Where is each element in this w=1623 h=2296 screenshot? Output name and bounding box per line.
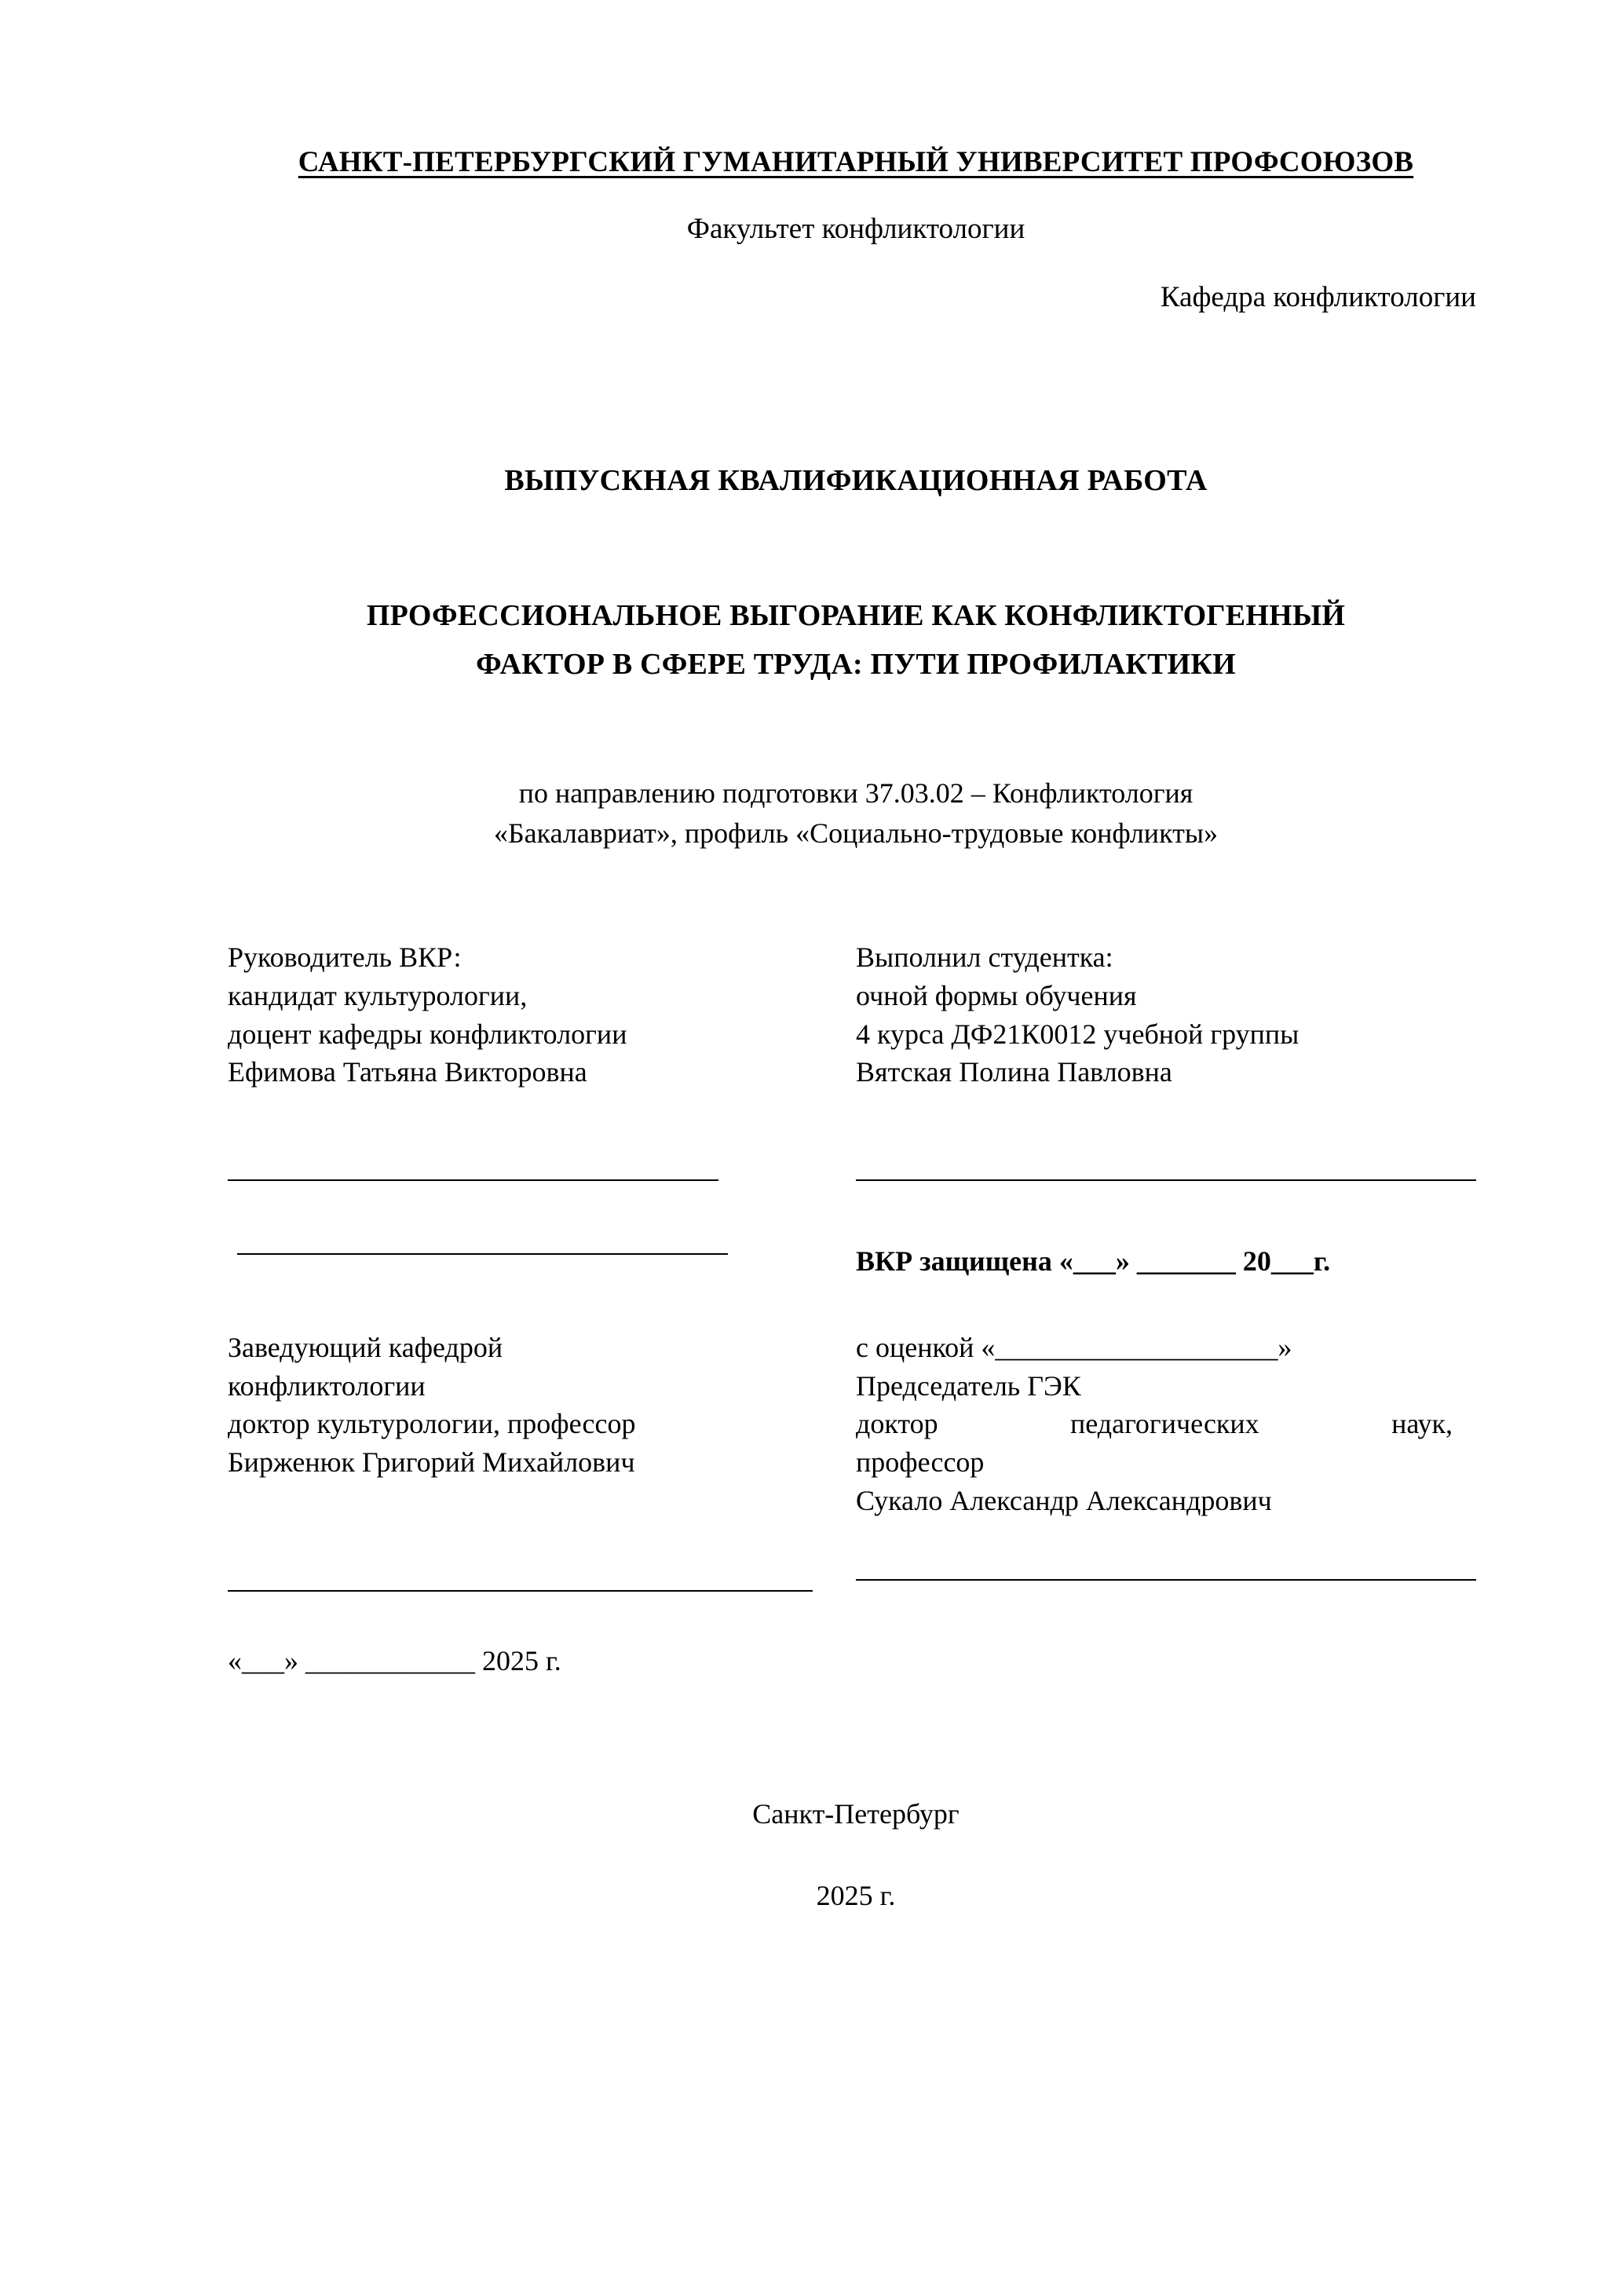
thesis-title-line-1: ПРОФЕССИОНАЛЬНОЕ ВЫГОРАНИЕ КАК КОНФЛИКТОГЕННЫЙ bbox=[366, 599, 1346, 632]
student-form: очной формы обучения bbox=[856, 979, 1137, 1011]
secondary-signature-line bbox=[237, 1253, 728, 1255]
document-date-line: «___» ____________ 2025 г. bbox=[228, 1644, 561, 1676]
head-of-department-column bbox=[228, 1329, 856, 1680]
student-signature-line bbox=[856, 1179, 1476, 1181]
supervisor-degree: кандидат культурологии, bbox=[228, 979, 528, 1011]
department-name: Кафедра конфликтологии bbox=[1160, 281, 1476, 313]
document-content bbox=[228, 145, 1484, 1912]
chairman-degree-word-2: педагогических bbox=[1070, 1408, 1259, 1440]
head-signature-line bbox=[228, 1590, 813, 1592]
program-line-1: по направлению подготовки 37.03.02 – Конфликтология bbox=[518, 777, 1193, 810]
document-type: ВЫПУСКНАЯ КВАЛИФИКАЦИОННАЯ РАБОТА bbox=[504, 464, 1208, 497]
faculty-name: Факультет конфликтологии bbox=[686, 213, 1025, 245]
student-name: Вятская Полина Павловна bbox=[856, 1056, 1172, 1088]
supervisor-name: Ефимова Татьяна Викторовна bbox=[228, 1056, 587, 1088]
grade-label: с оценкой «____________________» bbox=[856, 1332, 1292, 1364]
chairman-signature-line bbox=[856, 1579, 1476, 1581]
chairman-degree-line-2: профессор bbox=[856, 1446, 985, 1479]
signature-columns bbox=[228, 938, 1484, 1280]
chairman-degree-word-3: наук, bbox=[1391, 1408, 1453, 1440]
city-name: Санкт-Петербург bbox=[752, 1798, 960, 1830]
chairman-column bbox=[856, 1329, 1484, 1680]
student-group: 4 курса ДФ21К0012 учебной группы bbox=[856, 1018, 1299, 1050]
head-line-2: конфликтологии bbox=[228, 1369, 426, 1402]
thesis-title bbox=[228, 592, 1484, 689]
defense-date-label: ВКР защищена «___» _______ 20___г. bbox=[856, 1245, 1331, 1277]
chairman-name: Сукало Александр Александрович bbox=[856, 1484, 1272, 1516]
supervisor-column bbox=[228, 938, 856, 1280]
year-label: 2025 г. bbox=[816, 1880, 896, 1912]
university-name: САНКТ-ПЕТЕРБУРГСКИЙ ГУМАНИТАРНЫЙ УНИВЕРСИТЕТ ПРОФСОЮЗОВ bbox=[298, 146, 1414, 178]
chairman-label: Председатель ГЭК bbox=[856, 1369, 1081, 1402]
head-line-3: доктор культурологии, профессор bbox=[228, 1408, 636, 1440]
thesis-title-line-2: ФАКТОР В СФЕРЕ ТРУДА: ПУТИ ПРОФИЛАКТИКИ bbox=[476, 647, 1236, 681]
program-info bbox=[228, 773, 1484, 854]
program-line-2: «Бакалавриат», профиль «Социально-трудовые конфликты» bbox=[493, 817, 1219, 850]
supervisor-position: доцент кафедры конфликтологии bbox=[228, 1018, 627, 1050]
head-line-1: Заведующий кафедрой bbox=[228, 1332, 503, 1364]
head-name: Бирженюк Григорий Михайлович bbox=[228, 1446, 635, 1479]
supervisor-label: Руководитель ВКР: bbox=[228, 941, 462, 974]
student-label: Выполнил студентка: bbox=[856, 941, 1113, 974]
student-column bbox=[856, 938, 1484, 1280]
committee-columns bbox=[228, 1329, 1484, 1680]
chairman-degree-word-1: доктор bbox=[856, 1408, 938, 1440]
chairman-degree-line bbox=[856, 1405, 1453, 1443]
supervisor-signature-line bbox=[228, 1179, 718, 1181]
